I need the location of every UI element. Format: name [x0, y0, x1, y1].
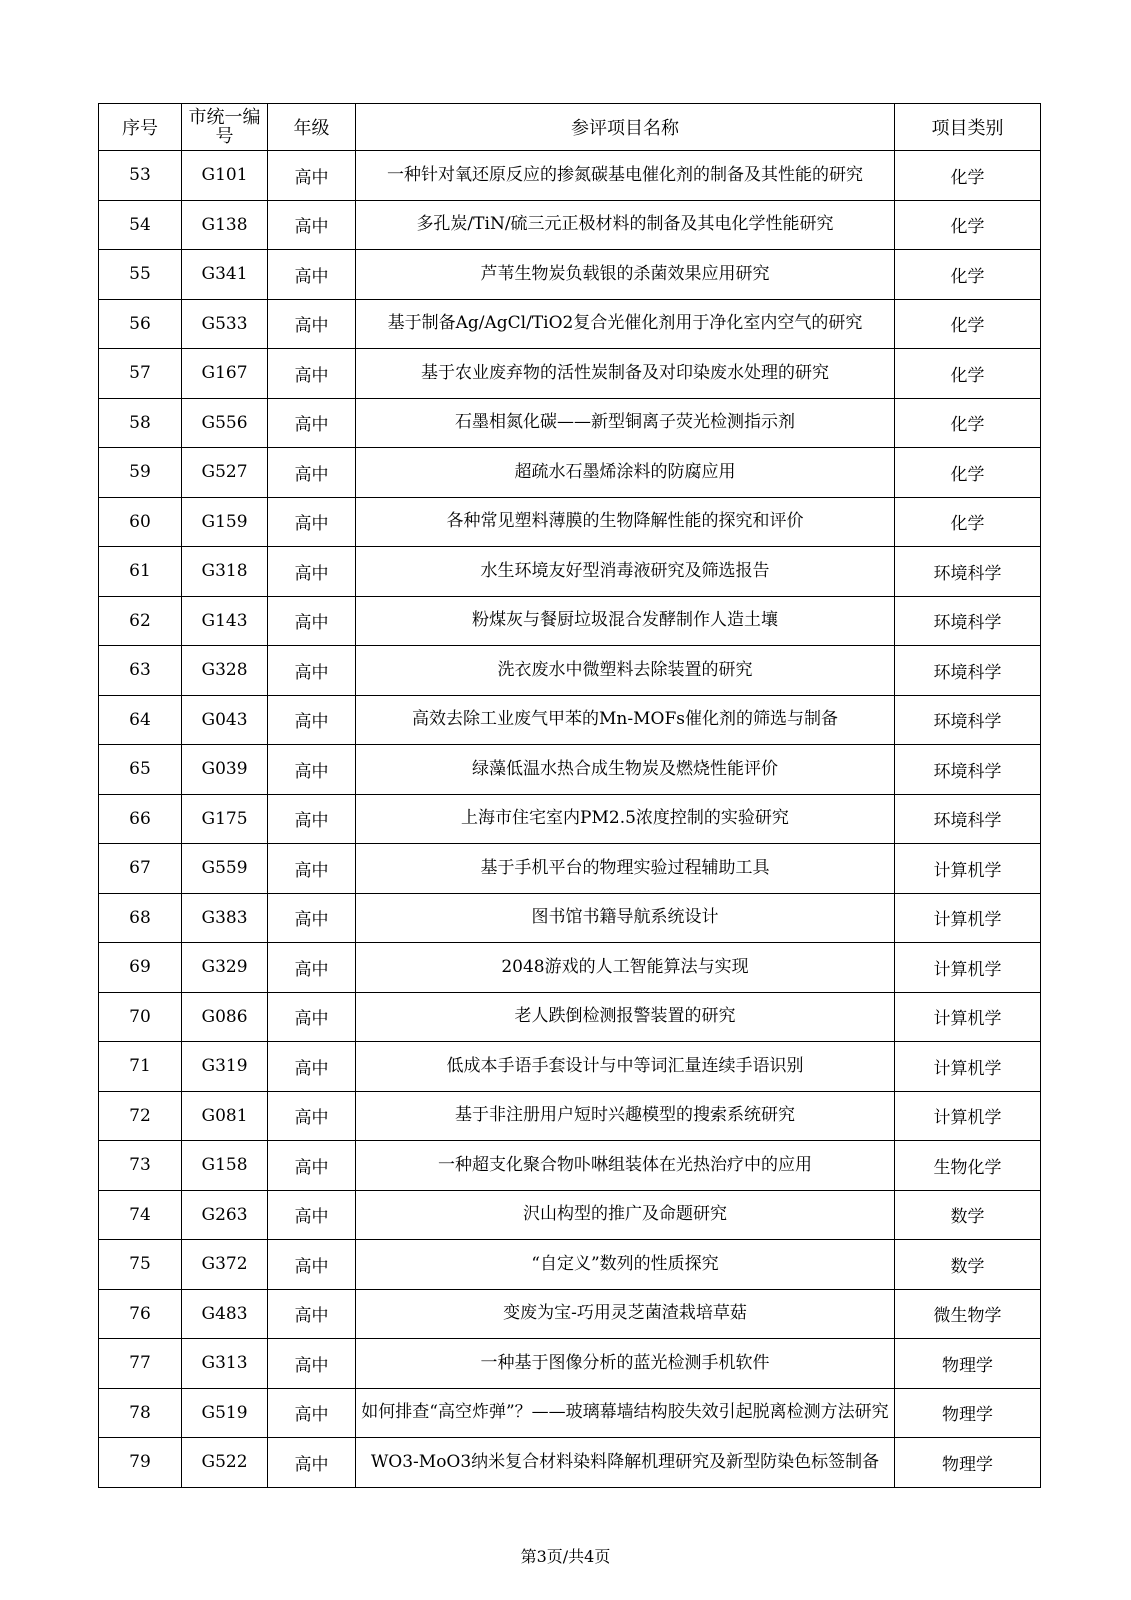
cell-category: 化学: [895, 448, 1041, 498]
cell-grade: 高中: [268, 250, 356, 300]
table-header-row: [99, 104, 1041, 151]
cell-seq: 77: [99, 1339, 182, 1389]
cell-seq: 62: [99, 596, 182, 646]
cell-title: 上海市住宅室内PM2.5浓度控制的实验研究: [356, 794, 895, 844]
cell-title: 一种基于图像分析的蓝光检测手机软件: [356, 1339, 895, 1389]
cell-title: 基于制备Ag/AgCl/TiO2复合光催化剂用于净化室内空气的研究: [356, 299, 895, 349]
cell-grade: 高中: [268, 448, 356, 498]
cell-category: 化学: [895, 151, 1041, 201]
table-row: [99, 1438, 1041, 1488]
header-code: 市统一编号: [182, 104, 268, 151]
cell-title: 石墨相氮化碳——新型铜离子荧光检测指示剂: [356, 398, 895, 448]
table-row: [99, 596, 1041, 646]
cell-seq: 68: [99, 893, 182, 943]
header-grade: 年级: [268, 104, 356, 151]
table-row: [99, 1091, 1041, 1141]
cell-category: 环境科学: [895, 646, 1041, 696]
cell-category: 化学: [895, 497, 1041, 547]
cell-title: 洗衣废水中微塑料去除装置的研究: [356, 646, 895, 696]
cell-title: 芦苇生物炭负载银的杀菌效果应用研究: [356, 250, 895, 300]
cell-grade: 高中: [268, 943, 356, 993]
cell-code: G556: [182, 398, 268, 448]
cell-grade: 高中: [268, 151, 356, 201]
cell-category: 生物化学: [895, 1141, 1041, 1191]
cell-grade: 高中: [268, 695, 356, 745]
cell-seq: 56: [99, 299, 182, 349]
cell-title: 绿藻低温水热合成生物炭及燃烧性能评价: [356, 745, 895, 795]
table-row: [99, 448, 1041, 498]
cell-category: 计算机学: [895, 893, 1041, 943]
cell-grade: 高中: [268, 1042, 356, 1092]
cell-code: G175: [182, 794, 268, 844]
cell-grade: 高中: [268, 398, 356, 448]
cell-title: 低成本手语手套设计与中等词汇量连续手语识别: [356, 1042, 895, 1092]
cell-category: 物理学: [895, 1388, 1041, 1438]
cell-category: 计算机学: [895, 844, 1041, 894]
table-row: [99, 1289, 1041, 1339]
cell-title: 多孔炭/TiN/硫三元正极材料的制备及其电化学性能研究: [356, 200, 895, 250]
cell-seq: 73: [99, 1141, 182, 1191]
cell-seq: 64: [99, 695, 182, 745]
cell-grade: 高中: [268, 1438, 356, 1488]
cell-seq: 55: [99, 250, 182, 300]
cell-code: G039: [182, 745, 268, 795]
cell-category: 化学: [895, 398, 1041, 448]
cell-code: G086: [182, 992, 268, 1042]
table-row: [99, 695, 1041, 745]
cell-grade: 高中: [268, 794, 356, 844]
cell-grade: 高中: [268, 349, 356, 399]
cell-seq: 74: [99, 1190, 182, 1240]
table-row: [99, 250, 1041, 300]
cell-code: G138: [182, 200, 268, 250]
cell-seq: 76: [99, 1289, 182, 1339]
cell-seq: 66: [99, 794, 182, 844]
cell-seq: 57: [99, 349, 182, 399]
table-row: [99, 200, 1041, 250]
cell-title: 各种常见塑料薄膜的生物降解性能的探究和评价: [356, 497, 895, 547]
cell-grade: 高中: [268, 1141, 356, 1191]
cell-category: 数学: [895, 1190, 1041, 1240]
table-row: [99, 1042, 1041, 1092]
cell-category: 数学: [895, 1240, 1041, 1290]
table-row: [99, 943, 1041, 993]
cell-category: 计算机学: [895, 943, 1041, 993]
cell-title: 老人跌倒检测报警装置的研究: [356, 992, 895, 1042]
cell-grade: 高中: [268, 893, 356, 943]
cell-category: 化学: [895, 250, 1041, 300]
table-row: [99, 1240, 1041, 1290]
cell-code: G372: [182, 1240, 268, 1290]
cell-seq: 58: [99, 398, 182, 448]
table-row: [99, 745, 1041, 795]
project-table: [98, 103, 1041, 1488]
cell-code: G533: [182, 299, 268, 349]
table-row: [99, 547, 1041, 597]
cell-code: G328: [182, 646, 268, 696]
cell-seq: 78: [99, 1388, 182, 1438]
cell-seq: 72: [99, 1091, 182, 1141]
cell-title: 高效去除工业废气甲苯的Mn-MOFs催化剂的筛选与制备: [356, 695, 895, 745]
cell-seq: 59: [99, 448, 182, 498]
table-row: [99, 794, 1041, 844]
cell-seq: 75: [99, 1240, 182, 1290]
cell-grade: 高中: [268, 992, 356, 1042]
cell-code: G559: [182, 844, 268, 894]
cell-code: G081: [182, 1091, 268, 1141]
cell-title: 图书馆书籍导航系统设计: [356, 893, 895, 943]
cell-code: G158: [182, 1141, 268, 1191]
table-row: [99, 1141, 1041, 1191]
table-body: [99, 151, 1041, 1488]
cell-category: 环境科学: [895, 547, 1041, 597]
table-row: [99, 497, 1041, 547]
cell-seq: 53: [99, 151, 182, 201]
cell-category: 计算机学: [895, 1042, 1041, 1092]
cell-seq: 71: [99, 1042, 182, 1092]
cell-code: G318: [182, 547, 268, 597]
header-seq: 序号: [99, 104, 182, 151]
cell-title: 沢山构型的推广及命题研究: [356, 1190, 895, 1240]
table-row: [99, 893, 1041, 943]
cell-seq: 79: [99, 1438, 182, 1488]
cell-title: 2048游戏的人工智能算法与实现: [356, 943, 895, 993]
table-row: [99, 151, 1041, 201]
cell-seq: 65: [99, 745, 182, 795]
cell-category: 物理学: [895, 1438, 1041, 1488]
cell-code: G101: [182, 151, 268, 201]
cell-seq: 70: [99, 992, 182, 1042]
cell-grade: 高中: [268, 1289, 356, 1339]
cell-grade: 高中: [268, 596, 356, 646]
cell-grade: 高中: [268, 1190, 356, 1240]
cell-seq: 69: [99, 943, 182, 993]
table-row: [99, 992, 1041, 1042]
cell-seq: 67: [99, 844, 182, 894]
cell-category: 计算机学: [895, 992, 1041, 1042]
cell-code: G143: [182, 596, 268, 646]
table-row: [99, 646, 1041, 696]
cell-title: 基于非注册用户短时兴趣模型的搜索系统研究: [356, 1091, 895, 1141]
cell-grade: 高中: [268, 547, 356, 597]
cell-seq: 63: [99, 646, 182, 696]
cell-code: G483: [182, 1289, 268, 1339]
cell-category: 化学: [895, 349, 1041, 399]
cell-title: 基于农业废弃物的活性炭制备及对印染废水处理的研究: [356, 349, 895, 399]
cell-grade: 高中: [268, 299, 356, 349]
cell-code: G527: [182, 448, 268, 498]
cell-seq: 60: [99, 497, 182, 547]
cell-code: G167: [182, 349, 268, 399]
table-row: [99, 1388, 1041, 1438]
cell-grade: 高中: [268, 1091, 356, 1141]
cell-grade: 高中: [268, 1339, 356, 1389]
cell-title: 一种针对氧还原反应的掺氮碳基电催化剂的制备及其性能的研究: [356, 151, 895, 201]
cell-code: G313: [182, 1339, 268, 1389]
table-row: [99, 349, 1041, 399]
cell-title: WO3-MoO3纳米复合材料染料降解机理研究及新型防染色标签制备: [356, 1438, 895, 1488]
page-number: 第3页/共4页: [520, 1547, 611, 1566]
cell-category: 化学: [895, 299, 1041, 349]
cell-code: G383: [182, 893, 268, 943]
cell-seq: 54: [99, 200, 182, 250]
cell-title: 超疏水石墨烯涂料的防腐应用: [356, 448, 895, 498]
cell-grade: 高中: [268, 1240, 356, 1290]
cell-code: G519: [182, 1388, 268, 1438]
cell-title: “自定义”数列的性质探究: [356, 1240, 895, 1290]
table-row: [99, 1190, 1041, 1240]
cell-code: G522: [182, 1438, 268, 1488]
cell-category: 环境科学: [895, 745, 1041, 795]
cell-category: 计算机学: [895, 1091, 1041, 1141]
table-row: [99, 844, 1041, 894]
cell-category: 化学: [895, 200, 1041, 250]
table-row: [99, 299, 1041, 349]
cell-category: 环境科学: [895, 794, 1041, 844]
table-row: [99, 1339, 1041, 1389]
cell-title: 变废为宝-巧用灵芝菌渣栽培草菇: [356, 1289, 895, 1339]
cell-title: 一种超支化聚合物卟啉组装体在光热治疗中的应用: [356, 1141, 895, 1191]
cell-code: G159: [182, 497, 268, 547]
cell-grade: 高中: [268, 497, 356, 547]
table-row: [99, 398, 1041, 448]
cell-category: 物理学: [895, 1339, 1041, 1389]
cell-grade: 高中: [268, 646, 356, 696]
cell-grade: 高中: [268, 200, 356, 250]
cell-title: 如何排查“高空炸弹”？——玻璃幕墙结构胶失效引起脱离检测方法研究: [356, 1388, 895, 1438]
header-category: 项目类别: [895, 104, 1041, 151]
cell-code: G341: [182, 250, 268, 300]
cell-title: 粉煤灰与餐厨垃圾混合发酵制作人造土壤: [356, 596, 895, 646]
cell-category: 环境科学: [895, 695, 1041, 745]
cell-grade: 高中: [268, 745, 356, 795]
cell-title: 水生环境友好型消毒液研究及筛选报告: [356, 547, 895, 597]
cell-title: 基于手机平台的物理实验过程辅助工具: [356, 844, 895, 894]
cell-grade: 高中: [268, 1388, 356, 1438]
cell-code: G319: [182, 1042, 268, 1092]
cell-category: 微生物学: [895, 1289, 1041, 1339]
cell-code: G263: [182, 1190, 268, 1240]
cell-code: G043: [182, 695, 268, 745]
cell-grade: 高中: [268, 844, 356, 894]
cell-seq: 61: [99, 547, 182, 597]
cell-category: 环境科学: [895, 596, 1041, 646]
header-title: 参评项目名称: [356, 104, 895, 151]
cell-code: G329: [182, 943, 268, 993]
